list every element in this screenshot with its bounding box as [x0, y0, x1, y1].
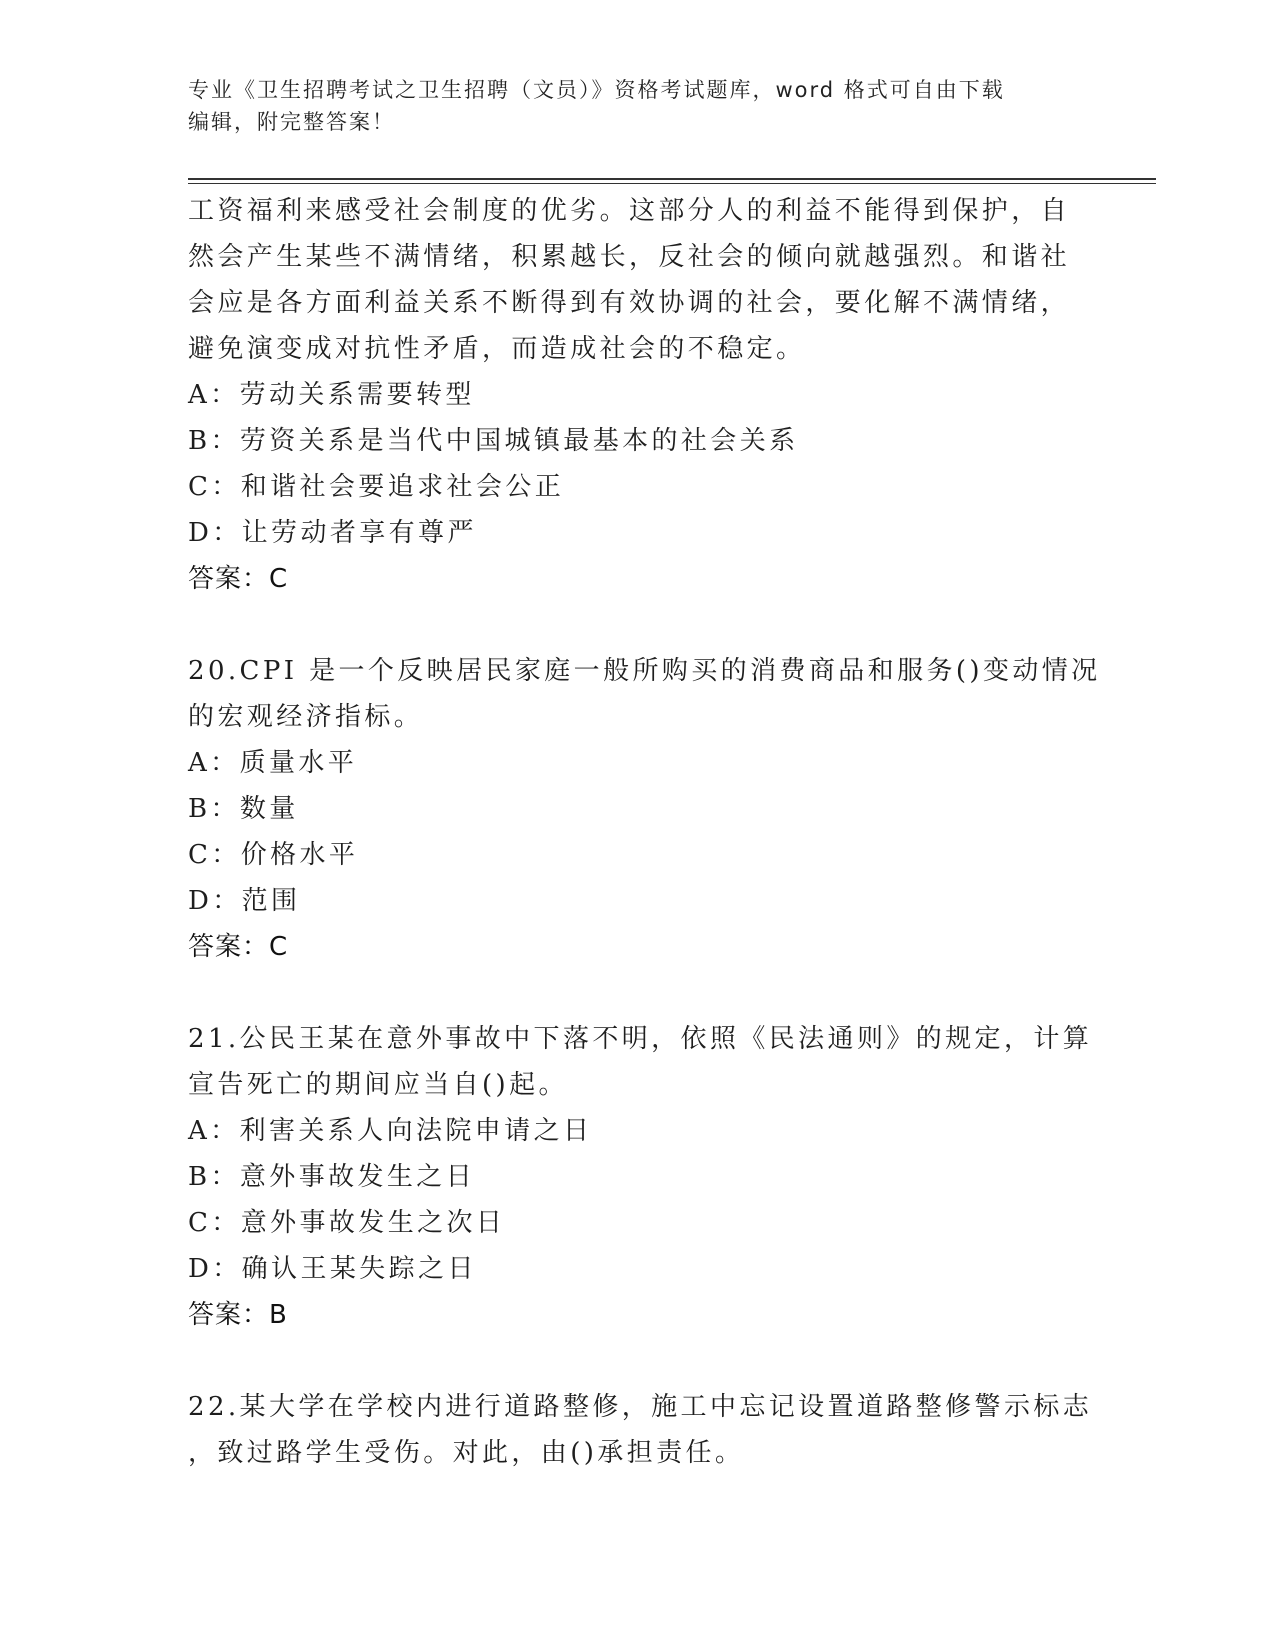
- question-block-21: [188, 1016, 1093, 1338]
- answer-line: 答案：C: [188, 564, 289, 594]
- option-b: B：数量: [188, 794, 299, 824]
- option-c: C：意外事故发生之次日: [188, 1208, 506, 1238]
- question-text-line: 工资福利来感受社会制度的优劣。这部分人的利益不能得到保护，自: [188, 196, 1071, 226]
- question-text-line: 22.某大学在学校内进行道路整修，施工中忘记设置道路整修警示标志: [188, 1392, 1093, 1422]
- option-c: C：价格水平: [188, 840, 359, 870]
- header-title-line-1: 专业《卫生招聘考试之卫生招聘（文员）》资格考试题库，word 格式可自由下载: [188, 78, 1005, 102]
- question-text-line: 会应是各方面利益关系不断得到有效协调的社会，要化解不满情绪，: [188, 288, 1071, 318]
- spacer: [188, 970, 1088, 1016]
- question-block-19: [188, 188, 1088, 602]
- option-a: A：利害关系人向法院申请之日: [188, 1116, 593, 1146]
- option-a: A：劳动关系需要转型: [188, 380, 475, 410]
- answer-line: 答案：C: [188, 932, 289, 962]
- question-text-line: 避免演变成对抗性矛盾，而造成社会的不稳定。: [188, 334, 806, 364]
- answer-line: 答案：B: [188, 1300, 288, 1330]
- question-text-line: ，致过路学生受伤。对此，由()承担责任。: [188, 1438, 745, 1468]
- question-block-20: [188, 648, 1101, 970]
- page-header: [188, 74, 1088, 138]
- header-divider-thin: [188, 183, 1156, 184]
- option-a: A：质量水平: [188, 748, 358, 778]
- header-title-line-2: 编辑，附完整答案！: [188, 110, 395, 134]
- option-d: D：范围: [188, 886, 301, 916]
- document-page: [188, 0, 1160, 1650]
- spacer: [188, 602, 1088, 648]
- question-text-line: 然会产生某些不满情绪，积累越长，反社会的倾向就越强烈。和谐社: [188, 242, 1071, 272]
- option-c: C：和谐社会要追求社会公正: [188, 472, 565, 502]
- option-d: D：让劳动者享有尊严: [188, 518, 477, 548]
- option-b: B：意外事故发生之日: [188, 1162, 476, 1192]
- option-b: B：劳资关系是当代中国城镇最基本的社会关系: [188, 426, 799, 456]
- question-text-line: 21.公民王某在意外事故中下落不明，依照《民法通则》的规定，计算: [188, 1024, 1093, 1054]
- question-text-line: 宣告死亡的期间应当自()起。: [188, 1070, 568, 1100]
- question-block-22: [188, 1384, 1093, 1476]
- header-divider-thick: [188, 178, 1156, 180]
- option-d: D：确认王某失踪之日: [188, 1254, 477, 1284]
- spacer: [188, 1338, 1088, 1384]
- question-text-line: 的宏观经济指标。: [188, 702, 424, 732]
- question-content: [188, 188, 1101, 1476]
- question-text-line: 20.CPI 是一个反映居民家庭一般所购买的消费商品和服务()变动情况: [188, 656, 1101, 686]
